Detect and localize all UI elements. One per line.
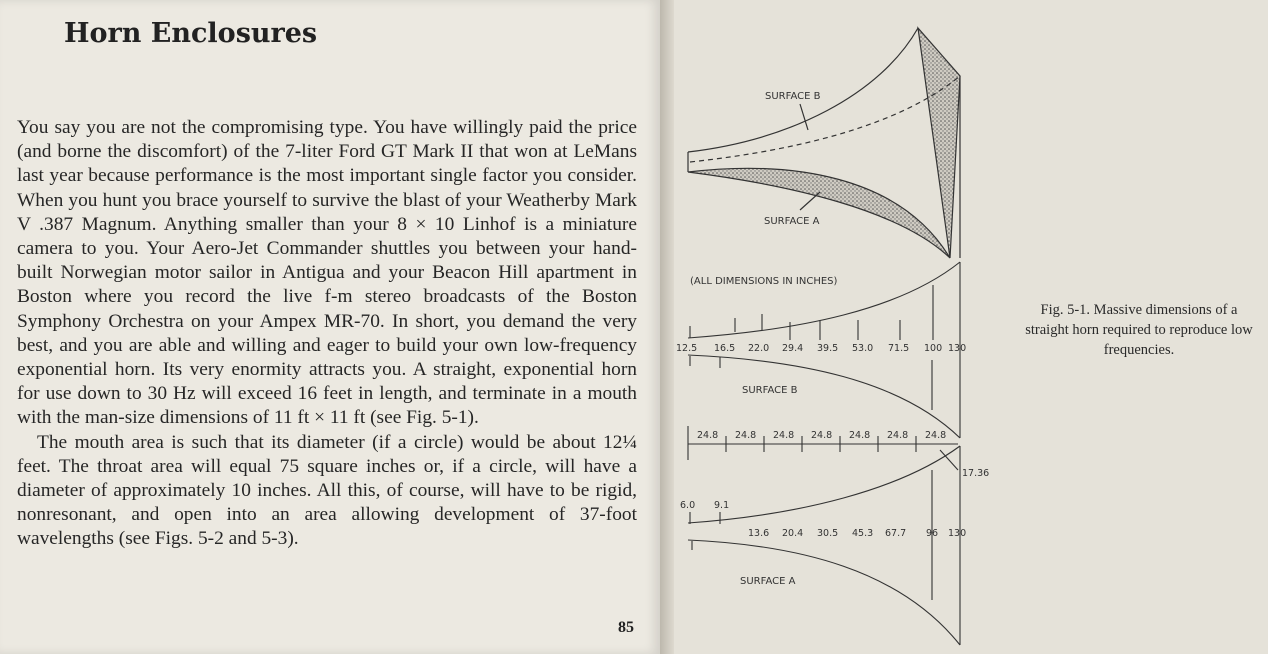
surface-a-dim-1: 6.0 [680, 500, 696, 511]
figure-caption: Fig. 5-1. Massive dimensions of a straight horn required to reproduce low frequencies. [1025, 302, 1253, 358]
surface-a-dim-lower-2: 20.4 [782, 528, 804, 539]
segment-dim-4: 24.8 [811, 430, 833, 441]
surface-a-profile [688, 446, 960, 645]
dimensions-note: (ALL DIMENSIONS IN INCHES) [690, 276, 838, 287]
surface-a-dimensions [748, 528, 966, 539]
surface-b-dim-7: 71.5 [888, 343, 910, 354]
surface-a-label-top: SURFACE A [764, 216, 820, 227]
surface-b-dim-1: 12.5 [676, 343, 698, 354]
surface-b-dim-6: 53.0 [852, 343, 874, 354]
segment-dim-6: 24.8 [887, 430, 909, 441]
segment-dimensions [697, 430, 946, 441]
surface-a-label-profile: SURFACE A [740, 576, 796, 587]
paragraph-2: The mouth area is such that its diameter (if a circle) would be about 12¼ feet. The throat area will equal 75 square inches or, if a circle, will have a diameter of approximately 10 inches. All this, of course, will have to be rigid, nonresonant, and open into an area allowing development of 37-foot wavelengths (see Figs. 5-2 and 5-3). [17, 431, 637, 550]
surface-b-dimensions [676, 343, 966, 354]
segment-dim-1: 24.8 [697, 430, 719, 441]
page-number: 85 [618, 619, 634, 636]
surface-b-dim-5: 39.5 [817, 343, 839, 354]
surface-b-dim-4: 29.4 [782, 343, 804, 354]
mouth-face [918, 28, 960, 258]
surface-a-dim-lower-3: 30.5 [817, 528, 839, 539]
segment-dim-7: 24.8 [925, 430, 947, 441]
paragraph-1: You say you are not the compromising type. You have willingly paid the price (and borne the discomfort) of the 7-liter Ford GT Mark II that won at LeMans last year because performance is the most important single factor you consider. When you hunt you brace yourself to survive the blast of your Weatherby Mark V .387 Magnum. Anything smaller than your 8 × 10 Linhof is a miniature camera to you. Your Aero-Jet Commander shuttles you between your hand-built Norwegian motor sailor in Antigua and your Beacon Hill apartment in Boston where you record the live f-m stereo broadcasts of the Boston Symphony Orchestra on your Ampex MR-70. In short, you demand the very best, and you are able and willing and eager to build your own low-frequency exponential horn. Its very enormity attracts you. A straight, exponential horn for use down to 30 Hz will exceed 16 feet in length, and terminate in a mouth with the man-size dimensions of 11 ft × 11 ft (see Fig. 5-1). [17, 117, 637, 429]
surface-b-dashed [690, 76, 960, 162]
surface-b-dim-2: 16.5 [714, 343, 736, 354]
surface-a-dim-lower-7: 130 [948, 528, 967, 539]
surface-b-dim-3: 22.0 [748, 343, 770, 354]
surface-a-dim-lower-5: 67.7 [885, 528, 907, 539]
end-segment-label: 17.36 [962, 468, 990, 479]
horn-3d-drawing [688, 28, 960, 258]
segment-dim-2: 24.8 [735, 430, 757, 441]
surface-a-shaded [688, 168, 950, 258]
surface-b-label-profile: SURFACE B [742, 385, 798, 396]
surface-a-dim-lower-4: 45.3 [852, 528, 874, 539]
surface-b-dim-9: 130 [948, 343, 967, 354]
surface-b-dim-8: 100 [924, 343, 943, 354]
surface-a-dim-lower-1: 13.6 [748, 528, 770, 539]
surface-b-curve [688, 28, 918, 152]
surface-b-label-top: SURFACE B [765, 91, 821, 102]
surface-a-dim-lower-6: 96 [926, 528, 939, 539]
surface-a-dim-2: 9.1 [714, 500, 730, 511]
page-title: Horn Enclosures [64, 18, 318, 49]
segment-dim-3: 24.8 [773, 430, 795, 441]
segment-dim-5: 24.8 [849, 430, 871, 441]
